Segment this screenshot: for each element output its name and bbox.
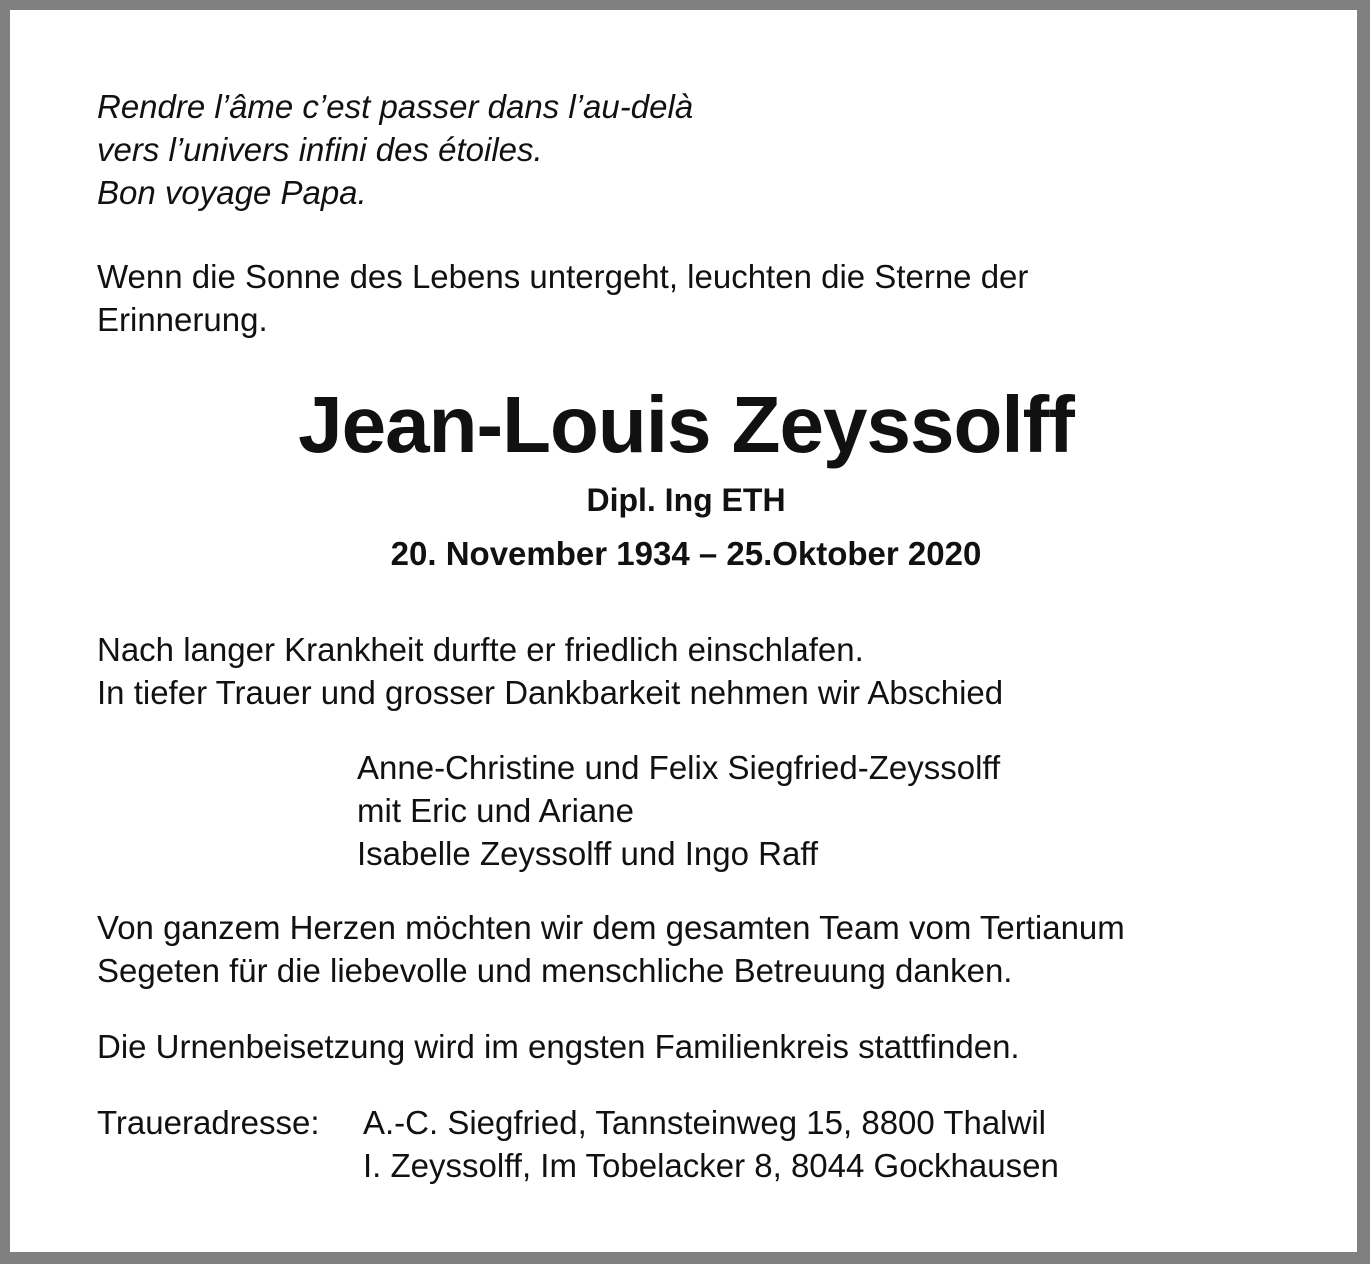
poem-line: vers l’univers infini des étoiles. [97,131,543,168]
poem-line: Rendre l’âme c’est passer dans l’au-delà [97,88,694,125]
family-member: mit Eric und Ariane [357,792,634,829]
poem-line: Bon voyage Papa. [97,174,367,211]
family-list [357,746,1000,875]
quote-line: Erinnerung. [97,301,268,338]
family-member: Isabelle Zeyssolff und Ingo Raff [357,835,819,872]
burial-note [97,1025,1020,1068]
address-row [97,1144,1059,1187]
thanks-text [97,906,1125,992]
poem [97,85,693,214]
thanks-line: Segeten für die liebevolle und menschliche Betreuung danken. [97,952,1013,989]
life-dates: 20. November 1934 – 25.Oktober 2020 [390,535,982,572]
notice-line: In tiefer Trauer und grosser Dankbarkeit nehmen wir Abschied [97,674,1004,711]
deceased-name: Jean-Louis Zeyssolff [298,380,1074,469]
burial-line: Die Urnenbeisetzung wird im engsten Familienkreis stattfinden. [97,1028,1020,1065]
family-member: Anne-Christine und Felix Siegfried-Zeyssolff [357,749,1001,786]
mourning-address [97,1101,1059,1187]
deceased-title: Dipl. Ing ETH [586,482,786,518]
address-label-spacer [97,1144,363,1187]
obituary-notice [10,10,1357,1252]
notice-line: Nach langer Krankheit durfte er friedlich einschlafen. [97,631,864,668]
quote-line: Wenn die Sonne des Lebens untergeht, leuchten die Sterne der [97,258,1029,295]
thanks-line: Von ganzem Herzen möchten wir dem gesamten Team vom Tertianum [97,909,1125,946]
notice-text [97,628,1003,714]
address-label: Traueradresse: [97,1104,320,1141]
address-line: A.-C. Siegfried, Tannsteinweg 15, 8800 Thalwil [363,1104,1047,1141]
address-row [97,1101,1059,1144]
quote [97,255,1028,341]
address-line: I. Zeyssolff, Im Tobelacker 8, 8044 Gockhausen [363,1147,1059,1184]
